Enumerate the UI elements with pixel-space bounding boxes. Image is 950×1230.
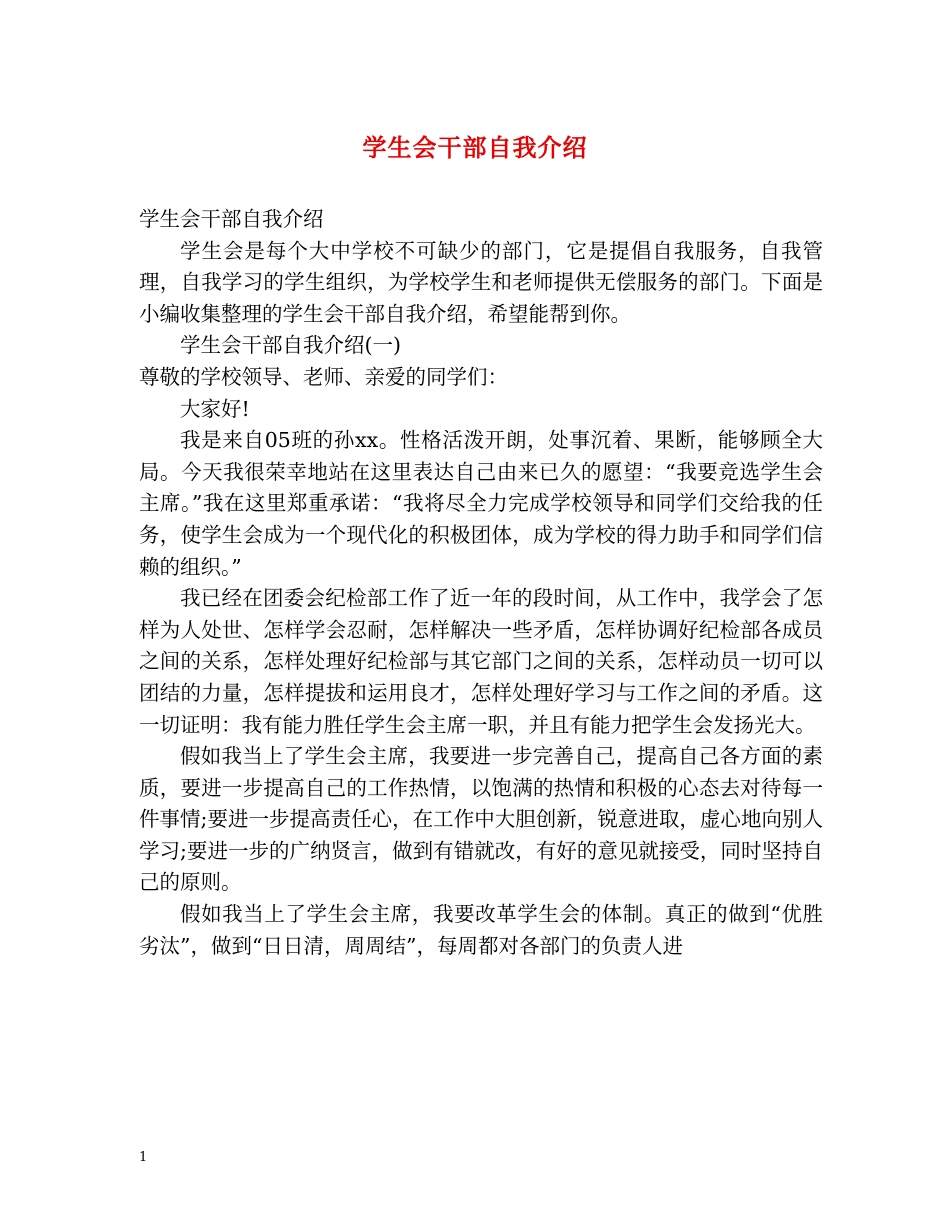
body-paragraph: 学生会干部自我介绍 — [139, 207, 324, 231]
section-heading: 学生会干部自我介绍(一) — [180, 333, 401, 358]
page-number: 1 — [139, 1150, 148, 1165]
document-title: 学生会干部自我介绍 — [362, 133, 588, 162]
body-paragraph: 假如我当上了学生会主席，我要进一步完善自己，提高自己各方面的素质，要进一步提高自己的工作热情，以饱满的热情和积极的心态去对待每一件事情;要进一步提高责任心，在工作中大胆创新，锐意进取，虚心地向别人学习;要进一步的广纳贤言，做到有错就改，有好的意见就接受，同时坚持自己的原则。 — [139, 744, 823, 895]
salutation-paragraph: 尊敬的学校领导、老师、亲爱的同学们： — [139, 364, 508, 389]
body-paragraph: 假如我当上了学生会主席，我要改革学生会的体制。真正的做到“优胜劣汰”，做到“日日清，周周结”，每周都对各部门的负责人进 — [139, 902, 823, 958]
body-paragraph: 我是来自05班的孙xx。性格活泼开朗，处事沉着、果断，能够顾全大局。今天我很荣幸地站在这里表达自己由来已久的愿望：“我要竞选学生会主席。”我在这里郑重承诺：“我将尽全力完成学校领导和同学们交给我的任务，使学生会成为一个现代化的积极团体，成为学校的得力助手和同学们信赖的组织。” — [139, 428, 823, 579]
body-paragraph: 学生会是每个大中学校不可缺少的部门，它是提倡自我服务，自我管理，自我学习的学生组织，为学校学生和老师提供无偿服务的部门。下面是小编收集整理的学生会干部自我介绍，希望能帮到你。 — [139, 238, 823, 326]
document-body — [139, 204, 823, 962]
body-paragraph: 我已经在团委会纪检部工作了近一年的段时间，从工作中，我学会了怎样为人处世、怎样学会忍耐，怎样解决一些矛盾，怎样协调好纪检部各成员之间的关系，怎样处理好纪检部与其它部门之间的关系，怎样动员一切可以团结的力量，怎样提拔和运用良才，怎样处理好学习与工作之间的矛盾。这一切证明：我有能力胜任学生会主席一职，并且有能力把学生会发扬光大。 — [139, 586, 823, 737]
greeting-paragraph: 大家好! — [180, 396, 250, 421]
